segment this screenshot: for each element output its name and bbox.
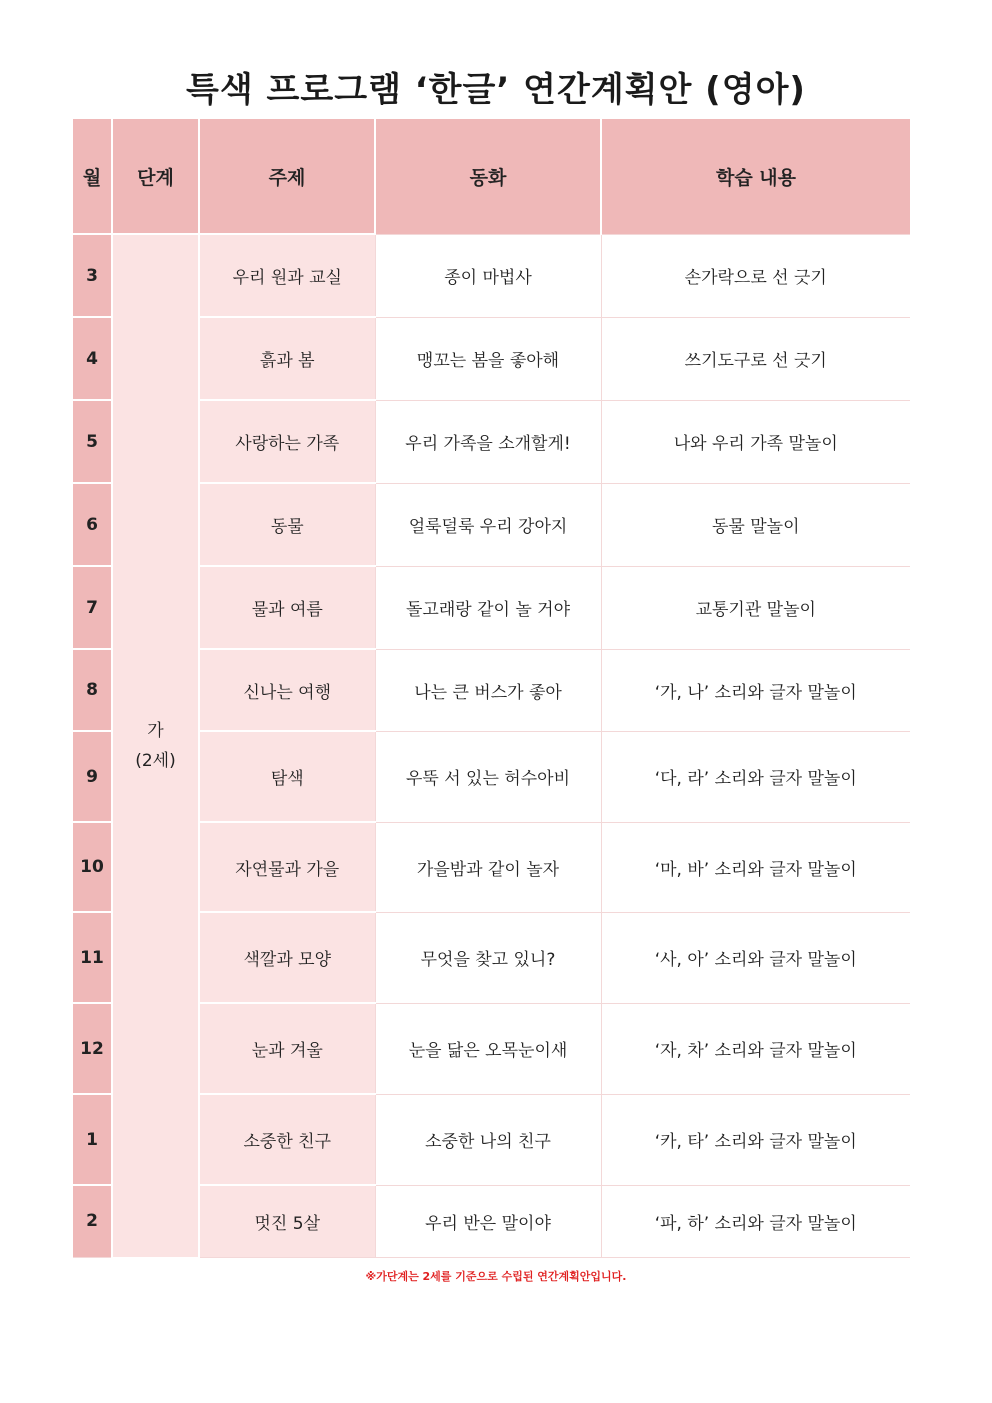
month-cell: 1 — [73, 1094, 112, 1185]
month-cell: 2 — [73, 1185, 112, 1257]
footnote: ※가단계는 2세를 기준으로 수립된 연간계획안입니다. — [365, 1270, 627, 1283]
table-row — [73, 822, 910, 912]
content-cell: ‘다, 라’ 소리와 글자 말놀이 — [601, 731, 910, 822]
content-cell: 손가락으로 선 긋기 — [601, 234, 910, 317]
table-row — [73, 1003, 910, 1094]
header-row — [73, 119, 910, 234]
table-row — [73, 912, 910, 1003]
table-row — [73, 566, 910, 649]
theme-cell: 멋진 5살 — [199, 1185, 375, 1257]
month-cell: 11 — [73, 912, 112, 1003]
table-row — [73, 649, 910, 731]
theme-cell: 소중한 친구 — [199, 1094, 375, 1185]
month-cell: 8 — [73, 649, 112, 731]
table-row — [73, 317, 910, 400]
content-cell: 나와 우리 가족 말놀이 — [601, 400, 910, 483]
content-cell: ‘사, 아’ 소리와 글자 말놀이 — [601, 912, 910, 1003]
month-cell: 9 — [73, 731, 112, 822]
story-cell: 얼룩덜룩 우리 강아지 — [375, 483, 601, 566]
theme-cell: 동물 — [199, 483, 375, 566]
content-cell: 쓰기도구로 선 긋기 — [601, 317, 910, 400]
theme-cell: 우리 원과 교실 — [199, 234, 375, 317]
header-theme: 주제 — [199, 119, 375, 234]
stage-age: (2세) — [135, 751, 176, 771]
content-cell: ‘가, 나’ 소리와 글자 말놀이 — [601, 649, 910, 731]
table-header — [73, 119, 910, 234]
theme-cell: 물과 여름 — [199, 566, 375, 649]
table-row — [73, 400, 910, 483]
story-cell: 맹꼬는 봄을 좋아해 — [375, 317, 601, 400]
content-cell: ‘카, 타’ 소리와 글자 말놀이 — [601, 1094, 910, 1185]
header-month: 월 — [73, 119, 112, 234]
table-row — [73, 1185, 910, 1257]
theme-cell: 사랑하는 가족 — [199, 400, 375, 483]
table-row — [73, 234, 910, 317]
story-cell: 우뚝 서 있는 허수아비 — [375, 731, 601, 822]
month-cell: 6 — [73, 483, 112, 566]
theme-cell: 탐색 — [199, 731, 375, 822]
annual-plan-table — [73, 119, 910, 1258]
story-cell: 무엇을 찾고 있니? — [375, 912, 601, 1003]
table-body — [73, 234, 910, 1257]
content-cell: ‘파, 하’ 소리와 글자 말놀이 — [601, 1185, 910, 1257]
story-cell: 가을밤과 같이 놀자 — [375, 822, 601, 912]
content-cell: ‘자, 차’ 소리와 글자 말놀이 — [601, 1003, 910, 1094]
month-cell: 4 — [73, 317, 112, 400]
story-cell: 나는 큰 버스가 좋아 — [375, 649, 601, 731]
story-cell: 소중한 나의 친구 — [375, 1094, 601, 1185]
month-cell: 5 — [73, 400, 112, 483]
page-title: 특색 프로그램 ‘한글’ 연간계획안 (영아) — [186, 70, 806, 110]
content-cell: 교통기관 말놀이 — [601, 566, 910, 649]
header-story: 동화 — [375, 119, 601, 234]
table-row — [73, 483, 910, 566]
stage-name: 가 — [147, 721, 164, 741]
story-cell: 우리 가족을 소개할게! — [375, 400, 601, 483]
content-cell: 동물 말놀이 — [601, 483, 910, 566]
theme-cell: 색깔과 모양 — [199, 912, 375, 1003]
month-cell: 3 — [73, 234, 112, 317]
story-cell: 우리 반은 말이야 — [375, 1185, 601, 1257]
header-content: 학습 내용 — [601, 119, 910, 234]
story-cell: 종이 마법사 — [375, 234, 601, 317]
story-cell: 돌고래랑 같이 놀 거야 — [375, 566, 601, 649]
month-cell: 7 — [73, 566, 112, 649]
month-cell: 12 — [73, 1003, 112, 1094]
month-cell: 10 — [73, 822, 112, 912]
header-stage: 단계 — [112, 119, 199, 234]
theme-cell: 흙과 봄 — [199, 317, 375, 400]
theme-cell: 신나는 여행 — [199, 649, 375, 731]
table-row — [73, 1094, 910, 1185]
stage-cell — [112, 234, 199, 1257]
theme-cell: 눈과 겨울 — [199, 1003, 375, 1094]
theme-cell: 자연물과 가을 — [199, 822, 375, 912]
content-cell: ‘마, 바’ 소리와 글자 말놀이 — [601, 822, 910, 912]
story-cell: 눈을 닮은 오목눈이새 — [375, 1003, 601, 1094]
table-row — [73, 731, 910, 822]
